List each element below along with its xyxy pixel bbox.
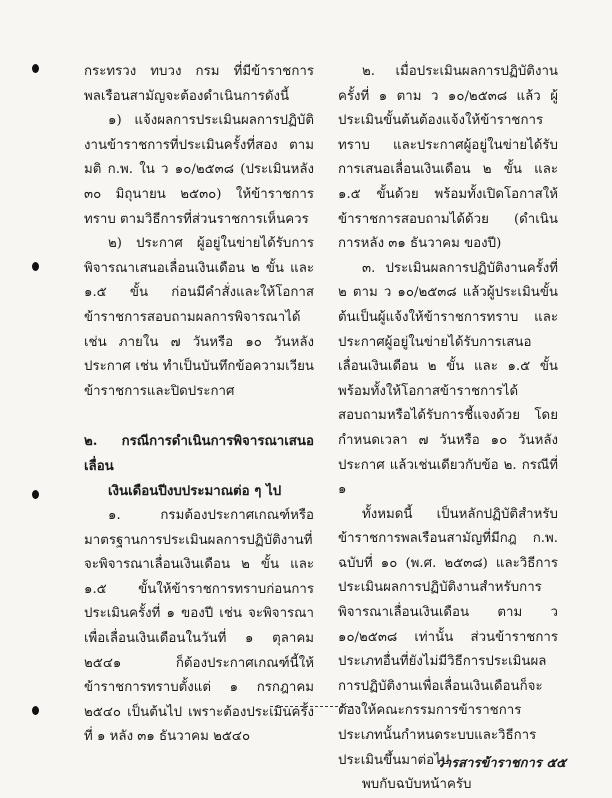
section-heading: ๒. กรณีการดำเนินการพิจารณาเสนอเลื่อน — [84, 434, 314, 474]
right-paragraph-1: ๒. เมื่อประเมินผลการปฏิบัติงานครั้งที่ ๑ ตาม ว ๑๐/๒๕๓๘ แล้ว ผู้ประเมินขั้นต้นต้องแจ้งให้ข้าราชการทราบ และประกาศผู้อยู่ในข่ายได้รับการเสนอเลื่อนเงินเดือน ๒ ขั้น และ ๑.๕ ขั้นด้วย พร้อมทั้งเปิดโอกาสให้ข้าราชการสอบถามได้ด้วย (ดำเนินการหลัง ๓๑ ธันวาคม ของปี) — [338, 64, 558, 252]
left-paragraph-4: ๑. กรมต้องประกาศเกณฑ์หรือมาตรฐานการประเมินผลการปฏิบัติงานที่จะพิจารณาเลื่อนเงินเดือน ๒ ขั้น และ ๑.๕ ขั้นให้ข้าราชการทราบก่อนการประเมินครั้งที่ ๑ ของปี เช่น จะพิจารณาเพื่อเลื่อนเงินเดือนในวันที่ ๑ ตุลาคม ๒๕๔๑ ก็ต้องประกาศเกณฑ์นี้ให้ข้าราชการทราบตั้งแต่ ๑ กรกฎาคม ๒๕๔๐ เป็นต้นไป เพราะต้องประเมินครั้งที่ ๑ หลัง ๓๑ ธันวาคม ๒๕๔๐ — [84, 508, 314, 745]
closing-line: พบกับฉบับหน้าครับ — [362, 777, 472, 793]
right-paragraph-2: ๓. ประเมินผลการปฏิบัติงานครั้งที่ ๒ ตาม ว ๑๐/๒๕๓๘ แล้วผู้ประเมินขั้นต้นเป็นผู้แจ้งให้ข้าราชการทราบ และประกาศผู้อยู่ในข่ายได้รับการเสนอเลื่อนเงินเดือน ๒ ขั้น และ ๑.๕ ขั้น พร้อมทั้งให้โอกาสข้าราชการได้สอบถามหรือได้รับการชี้แจงด้วย โดยกำหนดเวลา ๗ วันหรือ ๑๐ วันหลังประกาศ แล้วเช่นเดียวกับข้อ ๒. กรณีที่ ๑ — [338, 260, 558, 498]
section-divider — [270, 706, 358, 707]
binder-hole — [32, 262, 39, 271]
binder-hole — [32, 706, 39, 715]
section-heading-continued: เงินเดือนปีงบประมาณต่อ ๆ ไป — [108, 483, 282, 499]
left-column — [84, 60, 314, 750]
left-paragraph-3: ๒) ประกาศ ผู้อยู่ในข่ายได้รับการพิจารณาเสนอเลื่อนเงินเดือน ๒ ขั้น และ ๑.๕ ขั้น ก่อนมีคำสั่งและให้โอกาสข้าราชการสอบถามผลการพิจารณาได้ เช่น ภายใน ๗ วันหรือ ๑๐ วันหลังประกาศ เช่น ทำเป็นบันทึกข้อความเวียนข้าราชการและปิดประกาศ — [84, 236, 314, 399]
right-column — [338, 60, 558, 798]
page-footer: วารสารข้าราชการ ๕๕ — [436, 756, 566, 771]
binder-hole — [32, 64, 39, 73]
left-paragraph-1: กระทรวง ทบวง กรม ที่มีข้าราชการพลเรือนสามัญจะต้องดำเนินการดังนี้ — [84, 64, 314, 104]
left-paragraph-2: ๑) แจ้งผลการประเมินผลการปฏิบัติงานข้าราชการที่ประเมินครั้งที่สอง ตามมติ ก.พ. ใน ว ๑๐/๒๕๓๘ (ประเมินหลัง ๓๐ มิถุนายน ๒๕๓๐) ให้ข้าราชการทราบ ตามวิธีการที่ส่วนราชการเห็นควร — [84, 113, 314, 227]
binder-hole — [32, 490, 39, 499]
right-paragraph-3: ทั้งหมดนี้ เป็นหลักปฏิบัติสำหรับข้าราชการพลเรือนสามัญที่มีกฎ ก.พ. ฉบับที่ ๑๐ (พ.ศ. ๒๕๓๘) และวิธีการประเมินผลการปฏิบัติงานสำหรับการพิจารณาเลื่อนเงินเดือน ตาม ว ๑๐/๒๕๓๘ เท่านั้น ส่วนข้าราชการประเภทอื่นที่ยังไม่มีวิธีการประเมินผลการปฏิบัติงานเพื่อเลื่อนเงินเดือนก็จะต้องให้คณะกรรมการข้าราชการประเภทนั้นกำหนดระบบและวิธีการประเมินขึ้นมาต่อไป — [338, 506, 558, 768]
